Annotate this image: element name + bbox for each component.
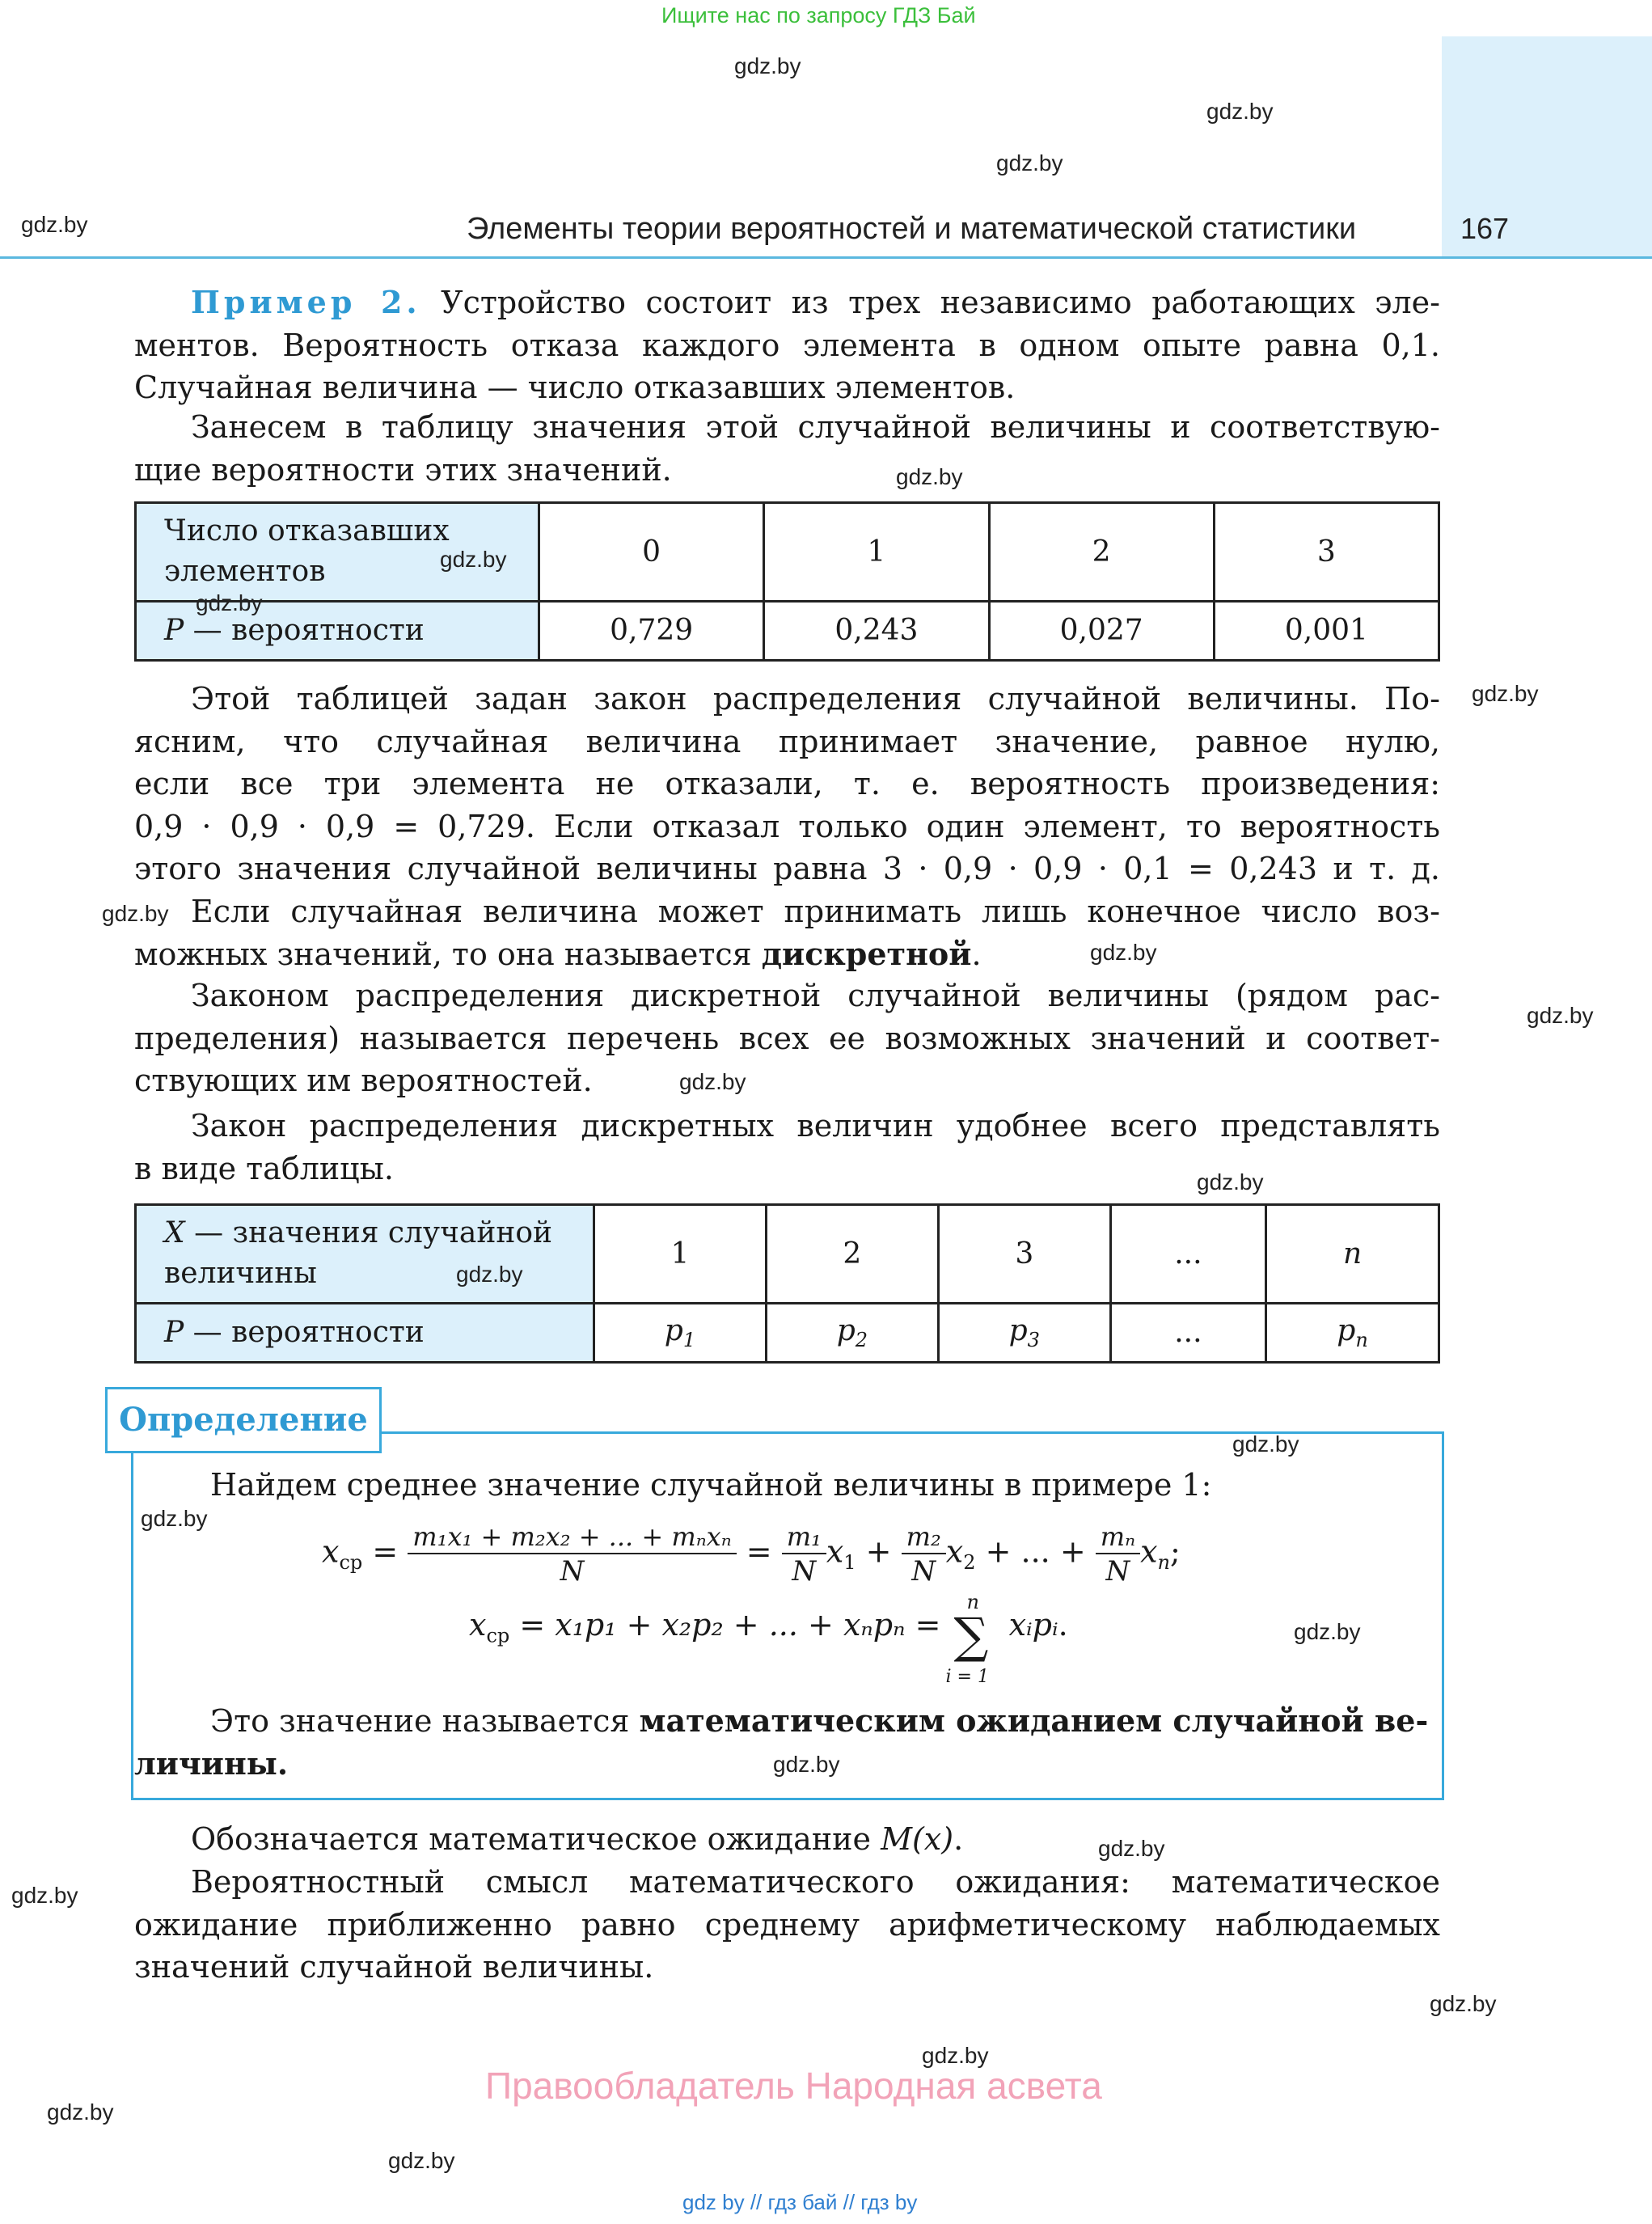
table-cell — [1110, 1303, 1265, 1362]
definition-intro — [210, 1464, 1423, 1507]
definition-text: Найдем среднее значение случайной величины в примере 1: — [210, 1467, 1212, 1503]
table-cell: 1 — [764, 503, 989, 602]
para-line: пределения) называется перечень всех ее возможных значений и соответ- — [134, 1020, 1440, 1056]
watermark: gdz.by — [47, 2099, 114, 2125]
distribution-paragraph — [134, 678, 1440, 975]
watermark: gdz.by — [679, 1069, 746, 1094]
footer-links[interactable]: gdz by // гдз бай // гдз by — [682, 2190, 918, 2214]
fraction-denominator: N — [560, 1555, 585, 1588]
watermark: gdz.by — [1232, 1431, 1299, 1457]
symbol: p — [664, 1313, 683, 1347]
symbol: p — [836, 1313, 856, 1347]
formula-var: x — [469, 1607, 487, 1643]
watermark: gdz.by — [773, 1752, 840, 1777]
watermark: gdz.by — [1206, 99, 1274, 124]
table-cell — [938, 1303, 1110, 1362]
intro-line: Занесем в таблицу значения этой случайной величины и соответствую- — [191, 409, 1440, 445]
symbol: X — [164, 1216, 185, 1250]
term-expectation: математическим ожиданием случайной ве- — [639, 1702, 1429, 1739]
example-line: Случайная величина — число отказавших элементов. — [134, 370, 1016, 406]
table-cell: 3 — [1214, 503, 1439, 602]
table-header-probability — [136, 1303, 594, 1362]
formula-op: ; — [1169, 1533, 1181, 1570]
para-line: 0,9 · 0,9 · 0,9 = 0,729. Если отказал только один элемент, то вероятность — [134, 808, 1440, 844]
formula-var: x — [826, 1533, 844, 1570]
symbol: P — [164, 1315, 184, 1349]
watermark: gdz.by — [1294, 1619, 1361, 1644]
para-text: . — [953, 1821, 964, 1857]
table-cell — [594, 1303, 767, 1362]
subscript: 1 — [682, 1329, 696, 1352]
watermark: gdz.by — [1098, 1836, 1165, 1861]
watermark: gdz.by — [141, 1506, 208, 1531]
top-banner[interactable]: Ищите нас по запросу ГДЗ Бай — [661, 3, 976, 27]
watermark: gdz.by — [11, 1883, 78, 1908]
example-line: Устройство состоит из трех независимо работающих эле- — [441, 285, 1440, 320]
fraction — [902, 1520, 946, 1588]
para-line: ясним, что случайная величина принимает значение, равное нулю, — [134, 723, 1440, 759]
fraction-denominator: N — [911, 1555, 936, 1588]
table-cell — [766, 1303, 938, 1362]
table-cell: 0,729 — [539, 601, 764, 660]
watermark: gdz.by — [456, 1262, 523, 1287]
table-cell: 2 — [989, 503, 1214, 602]
header-text: величины — [164, 1257, 317, 1291]
watermark: gdz.by — [1090, 940, 1157, 965]
watermark: gdz.by — [21, 212, 88, 237]
fraction-denominator: N — [1105, 1555, 1130, 1588]
fraction-denominator: N — [792, 1555, 817, 1588]
subscript: 3 — [1027, 1329, 1040, 1352]
formula-var: x — [322, 1533, 340, 1570]
symbol: p — [1337, 1313, 1356, 1347]
fraction — [782, 1520, 826, 1588]
formula-sub: ср — [339, 1551, 363, 1575]
sum-lower-limit: i = 1 — [945, 1667, 989, 1687]
watermark: gdz.by — [1527, 1003, 1594, 1028]
para-line: в виде таблицы. — [134, 1150, 394, 1186]
watermark: gdz.by — [996, 150, 1063, 175]
formula-expression: x₁p₁ + x₂p₂ + ... + xₙpₙ — [555, 1607, 906, 1643]
para-line: значений случайной величины. — [134, 1949, 654, 1985]
watermark: gdz.by — [896, 464, 963, 489]
intro-line: щие вероятности этих значений. — [134, 451, 672, 488]
formula-var: x — [945, 1533, 964, 1570]
header-text: — значения случайной — [184, 1216, 552, 1250]
fraction — [1096, 1520, 1140, 1588]
table-cell — [1266, 1303, 1439, 1362]
watermark: gdz.by — [1430, 1991, 1497, 2016]
table-cell: n — [1266, 1205, 1439, 1304]
formula-sub: 1 — [843, 1551, 856, 1575]
table-cell: 0,243 — [764, 601, 989, 660]
header-text: элементов — [164, 555, 326, 589]
subscript: n — [1355, 1329, 1368, 1352]
sum-upper-limit: n — [966, 1591, 979, 1613]
symbol: ... — [1174, 1316, 1202, 1350]
para-line: Закон распределения дискретных величин удобнее всего представлять — [191, 1108, 1440, 1144]
watermark: gdz.by — [102, 901, 169, 926]
summation — [945, 1591, 999, 1694]
running-title: Элементы теории вероятностей и математической статистики — [467, 212, 1357, 246]
notation-paragraph — [134, 1818, 1440, 1861]
symbol: P — [164, 613, 184, 647]
intro-paragraph — [134, 406, 1440, 491]
page-number: 167 — [1460, 212, 1510, 245]
term-discrete: дискретной — [761, 935, 972, 972]
distribution-law-paragraph — [134, 975, 1440, 1102]
para-line: Этой таблицей задан закон распределения случайной величины. По- — [191, 681, 1440, 717]
example-2-paragraph — [134, 281, 1440, 409]
general-distribution-table — [134, 1203, 1440, 1364]
fraction-numerator: m₂ — [902, 1520, 946, 1554]
para-text: . — [971, 936, 982, 972]
formula-op: + ... + — [985, 1533, 1086, 1570]
para-line: этого значения случайной величины равна 3 · 0,9 · 0,9 · 0,1 = 0,243 и т. д. — [134, 851, 1440, 887]
formula-sub: n — [1157, 1551, 1170, 1575]
watermark: gdz.by — [1472, 681, 1539, 706]
fraction-numerator: m₁ — [782, 1520, 826, 1554]
para-text: можных значений, то она называется — [134, 936, 762, 972]
para-line: ствующих им вероятностей. — [134, 1063, 593, 1099]
failure-distribution-table — [134, 501, 1440, 662]
watermark: gdz.by — [388, 2148, 455, 2173]
definition-text: . — [277, 1744, 289, 1782]
para-text: Обозначается математическое ожидание — [191, 1821, 881, 1857]
para-line: Вероятностный смысл математического ожидания: математическое — [191, 1864, 1440, 1900]
table-cell: 3 — [938, 1205, 1110, 1304]
formula-op: + — [865, 1533, 892, 1570]
term-expectation: личины — [134, 1744, 277, 1782]
table-cell: 0,001 — [1214, 601, 1439, 660]
para-line: Законом распределения дискретной случайной величины (рядом рас- — [191, 978, 1440, 1013]
header-text: — вероятности — [184, 1315, 425, 1349]
sum-symbol: ∑ — [953, 1608, 989, 1664]
definition-tab: Определение — [105, 1387, 382, 1453]
header-rule — [0, 256, 1652, 259]
mean-formula-1: $x_{ср}$ = $\frac{\text{m₁x₁ + m₂x₂ + ... + mₙxₙ}}{N}$ = $\frac{\text{m₁}}{N}$ $x_1$ + $\frac{\text{m₂}}{N}$ $x_2$ + ... + $\frac{\text{mₙ}}{N}$ $x_n$; — [322, 1521, 1181, 1588]
fraction — [408, 1520, 736, 1588]
table-cell: 0,027 — [989, 601, 1214, 660]
para-line: если все три элемента не отказали, т. е. вероятность произведения: — [134, 766, 1440, 802]
fraction-numerator: m₁x₁ + m₂x₂ + ... + mₙxₙ — [408, 1520, 736, 1554]
table-cell: ... — [1110, 1205, 1265, 1304]
watermark: gdz.by — [922, 2043, 989, 2068]
example-line: ментов. Вероятность отказа каждого элемента в одном опыте равна 0,1. — [134, 327, 1440, 363]
para-line: ожидание приближенно равно среднему арифметическому наблюдаемых — [134, 1906, 1440, 1943]
table-header-values — [136, 1205, 594, 1304]
formula-sub: ср — [486, 1624, 510, 1647]
expectation-symbol: M(x) — [881, 1821, 954, 1857]
para-line: Если случайная величина может принимать лишь конечное число воз- — [191, 893, 1440, 929]
table-cell: 2 — [766, 1205, 938, 1304]
watermark: gdz.by — [440, 547, 507, 572]
rights-holder: Правообладатель Народная асвета — [485, 2065, 1102, 2107]
symbol: p — [1008, 1313, 1028, 1347]
table-cell: 0 — [539, 503, 764, 602]
definition-text: Это значение называется — [210, 1703, 640, 1739]
mean-formula-2: $x_{ср} = x_1p_1 + x_2p_2$ + ... + xₙpₙ = n ∑ i = 1 xᵢpᵢ. — [469, 1597, 1068, 1694]
fraction-numerator: mₙ — [1096, 1520, 1140, 1554]
formula-sub: 2 — [963, 1551, 976, 1575]
formula-var: x — [1140, 1533, 1158, 1570]
watermark: gdz.by — [734, 53, 801, 78]
watermark: gdz.by — [1197, 1169, 1264, 1194]
subscript: 2 — [855, 1329, 868, 1352]
formula-expression: xᵢpᵢ — [1008, 1607, 1058, 1643]
header-text: Число отказавших — [164, 514, 450, 548]
example-label: Пример 2. — [191, 284, 421, 320]
table-cell: 1 — [594, 1205, 767, 1304]
formula-op: . — [1058, 1607, 1068, 1643]
header-text: — вероятности — [184, 613, 425, 647]
watermark: gdz.by — [196, 590, 263, 615]
meaning-paragraph — [134, 1861, 1440, 1989]
